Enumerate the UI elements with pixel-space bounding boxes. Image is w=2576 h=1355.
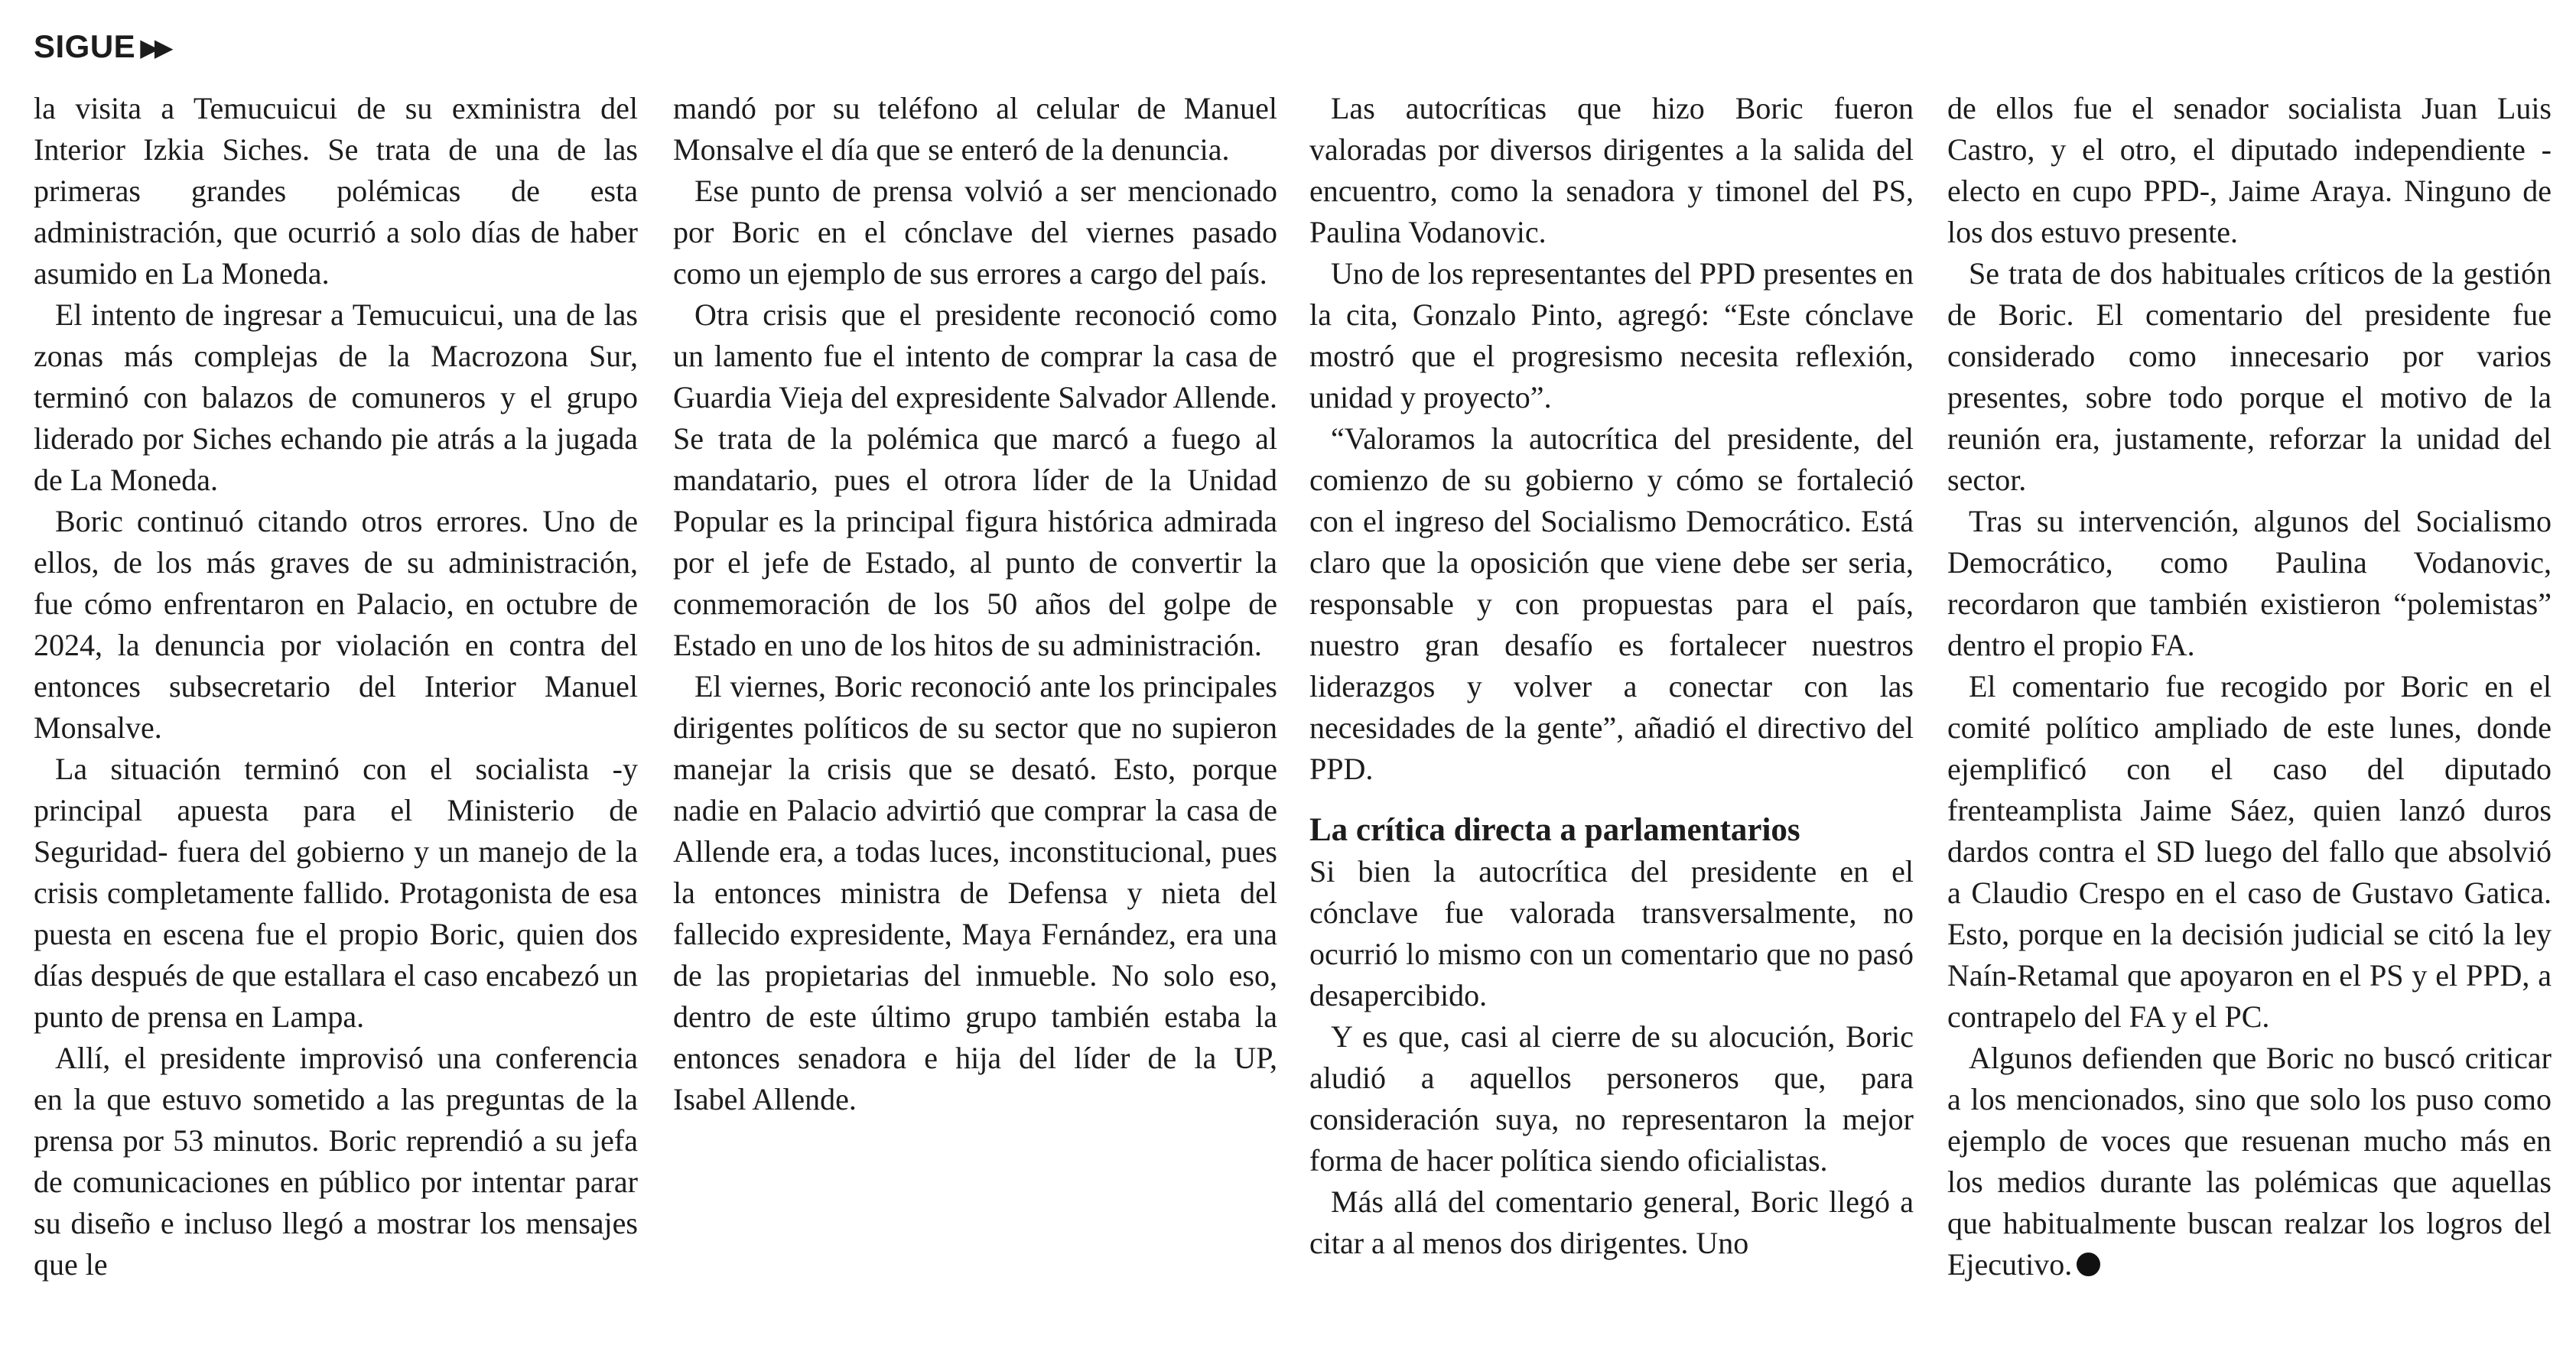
- kicker-label: SIGUE: [34, 28, 136, 64]
- end-of-article-icon: [2077, 1253, 2100, 1276]
- double-arrow-icon: ▶▶: [140, 34, 169, 61]
- paragraph: Y es que, casi al cierre de su alocución, Boric aludió a aquellos personeros que, para consideración suya, no representaron la mejor forma de hacer política siendo oficialistas.: [1309, 1019, 1914, 1178]
- article-column-4: [1947, 88, 2552, 1285]
- paragraph: “Valoramos la autocrítica del presidente, del comienzo de su gobierno y cómo se fortaleció con el ingreso del Socialismo Democrático. Está claro que la oposición que viene debe ser seria, responsable y con propuestas para el país, nuestro gran desafío es fortalecer nuestros liderazgos y volver a conectar con las necesidades de la gente”, añadió el directivo del PPD.: [1309, 421, 1914, 786]
- paragraph-last: [1947, 1038, 2552, 1285]
- section-subheading: La crítica directa a parlamentarios: [1309, 812, 1800, 848]
- paragraph: Si bien la autocrítica del presidente en el cónclave fue valorada transversalmente, no ocurrió lo mismo con un comentario que no pasó desapercibido.: [1309, 854, 1914, 1012]
- article-column-2: [673, 88, 1277, 1120]
- paragraph: El viernes, Boric reconoció ante los principales dirigentes políticos de su sector que no supieron manejar la crisis que se desató. Esto, porque nadie en Palacio advirtió que comprar la casa de Allende era, a todas luces, inconstitucional, pues la entonces ministra de Defensa y nieta del fallecido expresidente, Maya Fernández, era una de las propietarias del inmueble. No solo eso, dentro de este último grupo también estaba la entonces senadora e hija del líder de la UP, Isabel Allende.: [673, 669, 1277, 1116]
- paragraph: Uno de los representantes del PPD presentes en la cita, Gonzalo Pinto, agregó: “Este cónclave mostró que el progresismo necesita reflexión, unidad y proyecto”.: [1309, 256, 1914, 414]
- paragraph: Las autocríticas que hizo Boric fueron valoradas por diversos dirigentes a la salida del encuentro, como la senadora y timonel del PS, Paulina Vodanovic.: [1309, 91, 1914, 249]
- paragraph: El comentario fue recogido por Boric en el comité político ampliado de este lunes, donde ejemplificó con el caso del diputado frenteamplista Jaime Sáez, quien lanzó duros dardos contra el SD luego del fallo que absolvió a Claudio Crespo en el caso de Gustavo Gatica. Esto, porque en la decisión judicial se citó la ley Naín-Retamal que apoyaron en el PS y el PPD, a contrapelo del FA y el PC.: [1947, 669, 2552, 1034]
- paragraph: Otra crisis que el presidente reconoció como un lamento fue el intento de comprar la casa de Guardia Vieja del expresidente Salvador Allende. Se trata de la polémica que marcó a fuego al mandatario, pues el otrora líder de la Unidad Popular es la principal figura histórica admirada por el jefe de Estado, al punto de convertir la conmemoración de los 50 años del golpe de Estado en uno de los hitos de su administración.: [673, 297, 1277, 662]
- paragraph: la visita a Temucuicui de su exministra del Interior Izkia Siches. Se trata de una de las primeras grandes polémicas de esta administración, que ocurrió a solo días de haber asumido en La Moneda.: [34, 91, 638, 291]
- paragraph-text: Algunos defienden que Boric no buscó criticar a los mencionados, sino que solo los puso como ejemplo de voces que resuenan mucho más en los medios durante las polémicas que aquellas que habitualmente buscan realzar los logros del Ejecutivo.: [1947, 1041, 2552, 1282]
- article-column-1: [34, 88, 638, 1285]
- paragraph: de ellos fue el senador socialista Juan Luis Castro, y el otro, el diputado independiente -electo en cupo PPD-, Jaime Araya. Ninguno de los dos estuvo presente.: [1947, 91, 2552, 249]
- paragraph: La situación terminó con el socialista -y principal apuesta para el Ministerio de Seguridad- fuera del gobierno y un manejo de la crisis completamente fallido. Protagonista de esa puesta en escena fue el propio Boric, quien dos días después de que estallara el caso encabezó un punto de prensa en Lampa.: [34, 752, 638, 1034]
- paragraph: Tras su intervención, algunos del Socialismo Democrático, como Paulina Vodanovic, recordaron que también existieron “polemistas” dentro el propio FA.: [1947, 504, 2552, 662]
- article-column-3: [1309, 88, 1914, 1264]
- paragraph: Más allá del comentario general, Boric llegó a citar a al menos dos dirigentes. Uno: [1309, 1184, 1914, 1260]
- paragraph: El intento de ingresar a Temucuicui, una de las zonas más complejas de la Macrozona Sur, terminó con balazos de comuneros y el grupo liderado por Siches echando pie atrás a la jugada de La Moneda.: [34, 297, 638, 497]
- paragraph: Boric continuó citando otros errores. Uno de ellos, de los más graves de su administración, fue cómo enfrentaron en Palacio, en octubre de 2024, la denuncia por violación en contra del entonces subsecretario del Interior Manuel Monsalve.: [34, 504, 638, 745]
- paragraph: Allí, el presidente improvisó una conferencia en la que estuvo sometido a las preguntas de la prensa por 53 minutos. Boric reprendió a su jefa de comunicaciones en público por intentar parar su diseño e incluso llegó a mostrar los mensajes que le: [34, 1041, 638, 1282]
- paragraph: Se trata de dos habituales críticos de la gestión de Boric. El comentario del presidente fue considerado como innecesario por varios presentes, sobre todo porque el motivo de la reunión era, justamente, reforzar la unidad del sector.: [1947, 256, 2552, 497]
- continuation-kicker: [34, 28, 168, 67]
- paragraph: Ese punto de prensa volvió a ser mencionado por Boric en el cónclave del viernes pasado como un ejemplo de sus errores a cargo del país.: [673, 174, 1277, 291]
- paragraph: mandó por su teléfono al celular de Manuel Monsalve el día que se enteró de la denuncia.: [673, 91, 1277, 167]
